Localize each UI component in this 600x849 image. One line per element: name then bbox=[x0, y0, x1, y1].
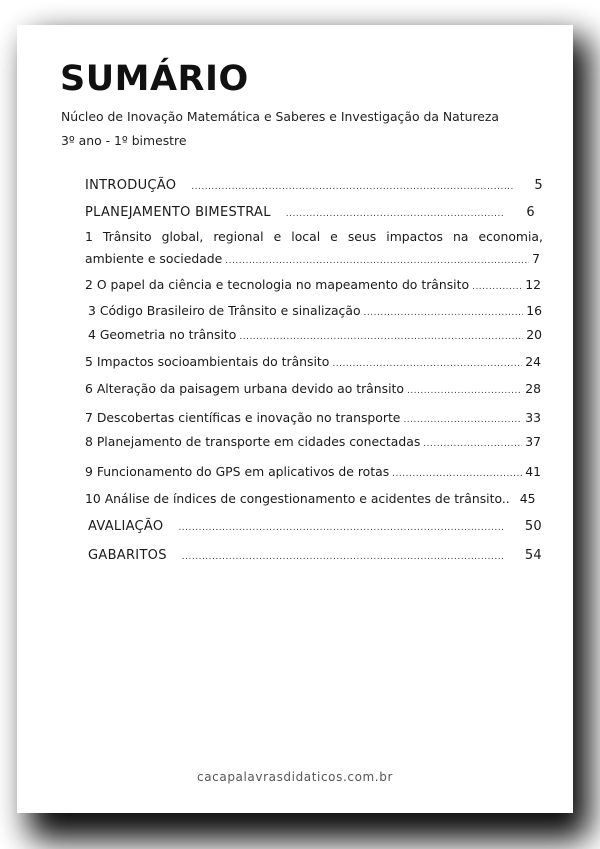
toc-entry-gabaritos[interactable] bbox=[88, 548, 542, 563]
toc-label: 10 Análise de índices de congestionamento e acidentes de trânsito.. bbox=[85, 491, 510, 506]
toc-label: 6 Alteração da paisagem urbana devido ao trânsito bbox=[85, 381, 404, 396]
toc-leader-dots bbox=[286, 209, 506, 219]
toc-entry-5[interactable] bbox=[85, 354, 541, 369]
toc-entry-planejamento[interactable] bbox=[85, 205, 535, 220]
toc-entry-8[interactable] bbox=[85, 434, 541, 449]
toc-word: na bbox=[452, 229, 469, 244]
toc-page-number: 28 bbox=[525, 381, 541, 396]
toc-word: impactos bbox=[386, 229, 443, 244]
toc-label: ambiente e sociedade bbox=[85, 251, 223, 266]
toc-leader-dots bbox=[239, 332, 523, 342]
toc-entry-introducao[interactable] bbox=[85, 178, 543, 193]
toc-label: INTRODUÇÃO bbox=[85, 178, 177, 193]
toc-leader-dots bbox=[225, 256, 529, 266]
toc-page-number: 24 bbox=[525, 354, 541, 369]
toc-leader-dots bbox=[472, 282, 522, 292]
toc-leader-dots bbox=[407, 386, 522, 396]
toc-page-number: 20 bbox=[526, 327, 542, 342]
toc-word: local bbox=[291, 229, 321, 244]
toc-entry-1-line2[interactable] bbox=[85, 251, 540, 266]
toc-page-number: 16 bbox=[526, 303, 542, 318]
toc-word: seus bbox=[347, 229, 377, 244]
toc-label: GABARITOS bbox=[88, 548, 167, 563]
toc-label: 4 Geometria no trânsito bbox=[88, 327, 237, 342]
toc-word: global, bbox=[161, 229, 204, 244]
toc-leader-dots bbox=[403, 415, 522, 425]
footer-url: cacapalavrasdidaticos.com.br bbox=[197, 770, 393, 784]
page-title: SUMÁRIO bbox=[60, 59, 249, 99]
toc-label: AVALIAÇÃO bbox=[88, 519, 164, 534]
toc-page-number: 5 bbox=[534, 178, 543, 193]
toc-word: regional bbox=[213, 229, 264, 244]
subtitle: Núcleo de Inovação Matemática e Saberes e Investigação da Natureza bbox=[61, 109, 499, 124]
toc-page-number: 41 bbox=[525, 464, 541, 479]
toc-entry-6[interactable] bbox=[85, 381, 541, 396]
grade-line: 3º ano - 1º bimestre bbox=[61, 133, 187, 148]
toc-entry-4[interactable] bbox=[88, 327, 542, 342]
toc-entry-7[interactable] bbox=[85, 410, 541, 425]
toc-label: PLANEJAMENTO BIMESTRAL bbox=[85, 205, 271, 220]
toc-leader-dots bbox=[191, 182, 513, 192]
toc-entry-avaliacao[interactable] bbox=[88, 519, 542, 534]
toc-label: 9 Funcionamento do GPS em aplicativos de rotas bbox=[85, 464, 390, 479]
toc-page-number: 12 bbox=[525, 277, 541, 292]
toc-label: 8 Planejamento de transporte em cidades conectadas bbox=[85, 434, 421, 449]
toc-page-number: 6 bbox=[526, 205, 535, 220]
toc-word: Trânsito bbox=[102, 229, 152, 244]
toc-label: 7 Descobertas científicas e inovação no transporte bbox=[85, 410, 401, 425]
toc-label: 5 Impactos socioambientais do trânsito bbox=[85, 354, 330, 369]
toc-label: 3 Código Brasileiro de Trânsito e sinalização bbox=[88, 303, 361, 318]
toc-word: economia, bbox=[478, 229, 543, 244]
toc-page-number: 33 bbox=[525, 410, 541, 425]
toc-entry-2[interactable] bbox=[85, 277, 541, 292]
toc-word: 1 bbox=[85, 229, 93, 244]
toc-leader-dots bbox=[178, 523, 503, 533]
toc-page-number: 50 bbox=[524, 519, 542, 534]
toc-page-number: 45 bbox=[519, 491, 536, 506]
toc-leader-dots bbox=[423, 439, 522, 449]
toc-entry-10[interactable] bbox=[85, 491, 543, 506]
toc-leader-dots bbox=[182, 552, 504, 562]
document-page bbox=[17, 25, 573, 813]
toc-leader-dots bbox=[364, 308, 524, 318]
toc-word: e bbox=[330, 229, 338, 244]
toc-entry-3[interactable] bbox=[88, 303, 542, 318]
toc-leader-dots bbox=[392, 469, 522, 479]
toc-entry-9[interactable] bbox=[85, 464, 541, 479]
toc-page-number: 37 bbox=[525, 434, 541, 449]
toc-entry-1-line1[interactable] bbox=[85, 229, 543, 244]
toc-page-number: 7 bbox=[532, 251, 540, 266]
toc-label: 2 O papel da ciência e tecnologia no mapeamento do trânsito bbox=[85, 277, 470, 292]
toc-page-number: 54 bbox=[524, 548, 542, 563]
toc-word: e bbox=[273, 229, 282, 244]
toc-leader-dots bbox=[332, 359, 522, 369]
